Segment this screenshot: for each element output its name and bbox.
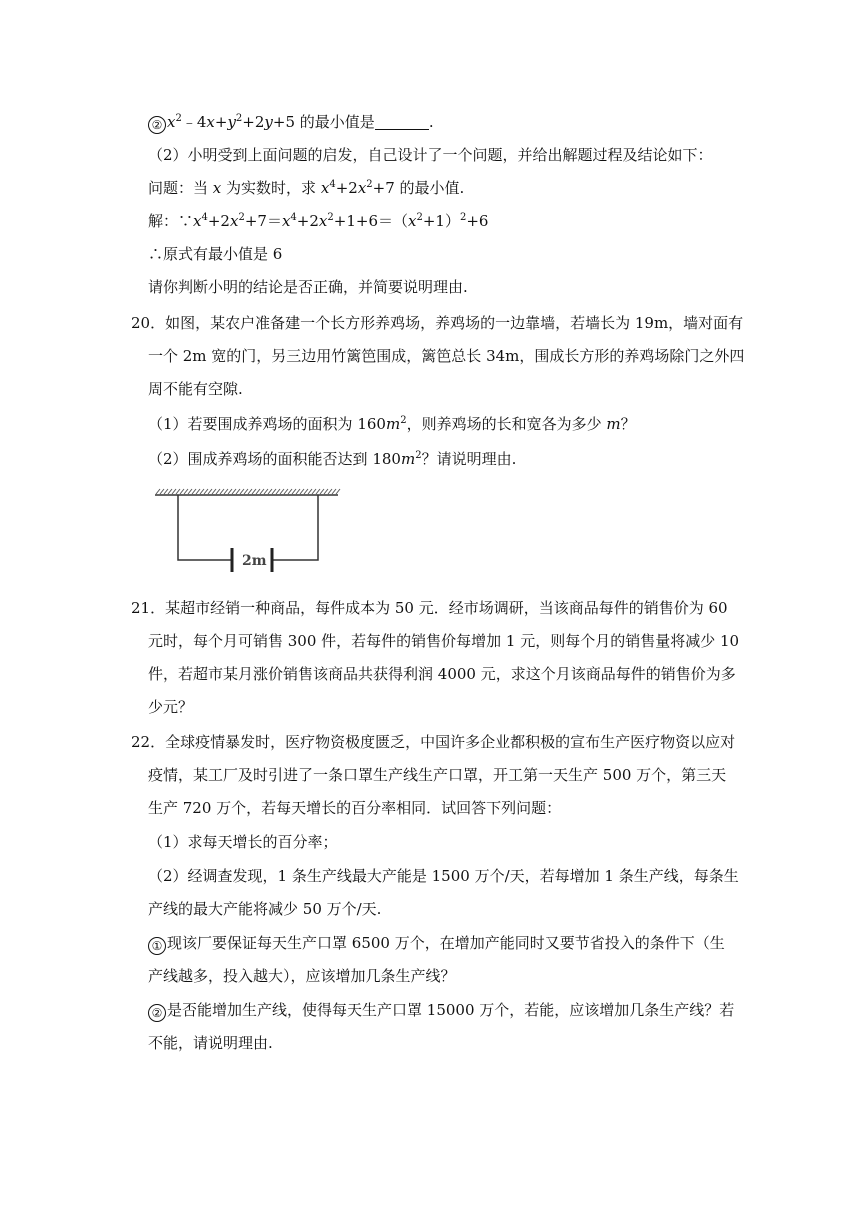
hatch-mark <box>316 489 320 494</box>
q21-line1: 21．某超市经销一种商品，每件成本为 50 元．经市场调研，当该商品每件的销售价为 60 <box>131 599 728 617</box>
hatch-mark <box>160 489 164 494</box>
circled-number: ② <box>148 116 166 134</box>
q22-case2-text: 是否能增加生产线，使得每天生产口罩 15000 万个，若能，应该增加几条生产线？若 <box>167 1001 735 1019</box>
hatch-mark <box>292 489 296 494</box>
hatch-mark <box>276 489 280 494</box>
wall-hatching <box>155 489 340 495</box>
q20-sub1 <box>148 414 636 434</box>
hatch-mark <box>192 489 196 494</box>
hatch-mark <box>244 489 248 494</box>
hatch-mark <box>184 489 188 494</box>
q22-case1-line2: 产线越多，投入越大），应该增加几条生产线？ <box>148 967 456 985</box>
q22-line2: 疫情，某工厂及时引进了一条口罩生产线生产口罩，开工第一天生产 500 万个，第三天 <box>148 766 727 784</box>
q20-line3: 周不能有空隙. <box>148 380 243 398</box>
q22-case2-line2: 不能，请说明理由. <box>148 1034 273 1052</box>
q21-line4: 少元？ <box>148 698 194 716</box>
circled-number: ② <box>148 1004 166 1022</box>
q19-sol-expr: $x^4+2x^2+7=x^4+2x^2+1+6=(x^2+1)^2+6$ <box>193 212 489 230</box>
q20-line2: 一个 2m 宽的门，另三边用竹篱笆围成，篱笆总长 34m，围成长方形的养鸡场除门之外四 <box>148 347 745 365</box>
hatch-mark <box>232 489 236 494</box>
hatch-mark <box>248 489 252 494</box>
q20-sub2-a: （2）围成养鸡场的面积能否达到 180 <box>148 450 401 468</box>
q22-sub2-line2: 产线的最大产能将减少 50 万个/天. <box>148 900 382 918</box>
hatch-mark <box>300 489 304 494</box>
hatch-mark <box>216 489 220 494</box>
hatch-mark <box>240 489 244 494</box>
q20-sub1-b: ，则养鸡场的长和宽各为多少 <box>406 415 602 433</box>
q20-sub2-b: ？请说明理由. <box>421 450 517 468</box>
hatch-mark <box>172 489 176 494</box>
hatch-mark <box>320 489 324 494</box>
hatch-mark <box>328 489 332 494</box>
q19-item2-end: . <box>428 113 434 131</box>
hatch-mark <box>204 489 208 494</box>
q19-ask: 请你判断小明的结论是否正确，并简要说明理由. <box>148 278 468 296</box>
hatch-mark <box>236 489 240 494</box>
hatch-mark <box>256 489 260 494</box>
q22-line1: 22．全球疫情暴发时，医疗物资极度匮乏，中国许多企业都积极的宣布生产医疗物资以应对 <box>131 733 736 751</box>
q20-sub1-c: ？ <box>620 415 636 433</box>
hatch-mark <box>264 489 268 494</box>
q19-item2-expr: $x^2﹣4x+y^2+2y+5$ <box>167 113 300 131</box>
q19-problem-a: 问题：当 <box>148 179 209 197</box>
gate-width-label: 2m <box>242 553 267 569</box>
hatch-mark <box>268 489 272 494</box>
hatch-mark <box>168 489 172 494</box>
q19-problem-expr: $x^4+2x^2+7$ <box>320 179 400 197</box>
q22-sub2-line1: （2）经调查发现，1 条生产线最大产能是 1500 万个/天，若每增加 1 条生产线，每条生 <box>148 867 739 885</box>
hatch-mark <box>272 489 276 494</box>
hatch-mark <box>156 489 160 494</box>
q19-problem-c: 的最小值. <box>399 179 465 197</box>
hatch-mark <box>200 489 204 494</box>
q22-sub1: （1）求每天增长的百分率； <box>148 833 338 851</box>
q21-line3: 件，若超市某月涨价销售该商品共获得利润 4000 元，求这个月该商品每件的销售价为多 <box>148 665 736 683</box>
exponent: 2 <box>400 415 407 426</box>
hatch-mark <box>260 489 264 494</box>
hatch-mark <box>212 489 216 494</box>
fence-outline <box>178 495 318 560</box>
chicken-yard-figure <box>150 484 342 574</box>
hatch-mark <box>196 489 200 494</box>
unit-m: m <box>606 415 621 433</box>
hatch-mark <box>176 489 180 494</box>
hatch-mark <box>284 489 288 494</box>
q19-problem <box>148 178 464 198</box>
q20-sub2 <box>148 449 516 469</box>
q19-item2-text: 的最小值是 <box>299 113 375 131</box>
q19-solution <box>148 211 488 231</box>
hatch-mark <box>312 489 316 494</box>
q22-case1-text: 现该厂要保证每天生产口罩 6500 万个，在增加产能同时又要节省投入的条件下（生 <box>167 934 725 952</box>
q19-var-x: x <box>212 179 222 197</box>
q19-sol-label: 解：∵ <box>148 212 194 230</box>
circled-number: ① <box>148 937 166 955</box>
exponent: 2 <box>415 450 422 461</box>
hatch-mark <box>296 489 300 494</box>
hatch-mark <box>332 489 336 494</box>
hatch-mark <box>224 489 228 494</box>
hatch-mark <box>228 489 232 494</box>
hatch-mark <box>280 489 284 494</box>
hatch-mark <box>180 489 184 494</box>
q22-case1-line1 <box>148 933 725 955</box>
q20-line1: 20．如图，某农户准备建一个长方形养鸡场，养鸡场的一边靠墙，若墙长为 19m，墙对面有 <box>131 314 744 332</box>
q19-problem-b: 为实数时，求 <box>226 179 317 197</box>
hatch-mark <box>188 489 192 494</box>
hatch-mark <box>220 489 224 494</box>
q19-part2-intro: （2）小明受到上面问题的启发，自己设计了一个问题，并给出解题过程及结论如下： <box>148 146 713 164</box>
hatch-mark <box>252 489 256 494</box>
q19-conclusion: ∴原式有最小值是 6 <box>148 245 283 263</box>
q22-case2-line1 <box>148 1000 734 1022</box>
q22-line3: 生产 720 万个，若每天增长的百分率相同．试回答下列问题： <box>148 799 562 817</box>
hatch-mark <box>336 489 340 494</box>
hatch-mark <box>288 489 292 494</box>
answer-blank[interactable] <box>375 115 429 130</box>
hatch-mark <box>164 489 168 494</box>
q20-sub1-a: （1）若要围成养鸡场的面积为 160 <box>148 415 386 433</box>
unit-m: m <box>385 415 401 433</box>
hatch-mark <box>324 489 328 494</box>
q19-item2 <box>148 112 434 134</box>
q21-line2: 元时，每个月可销售 300 件，若每件的销售价每增加 1 元，则每个月的销售量将减少 10 <box>148 632 740 650</box>
hatch-mark <box>208 489 212 494</box>
hatch-mark <box>308 489 312 494</box>
unit-m: m <box>400 450 416 468</box>
hatch-mark <box>304 489 308 494</box>
